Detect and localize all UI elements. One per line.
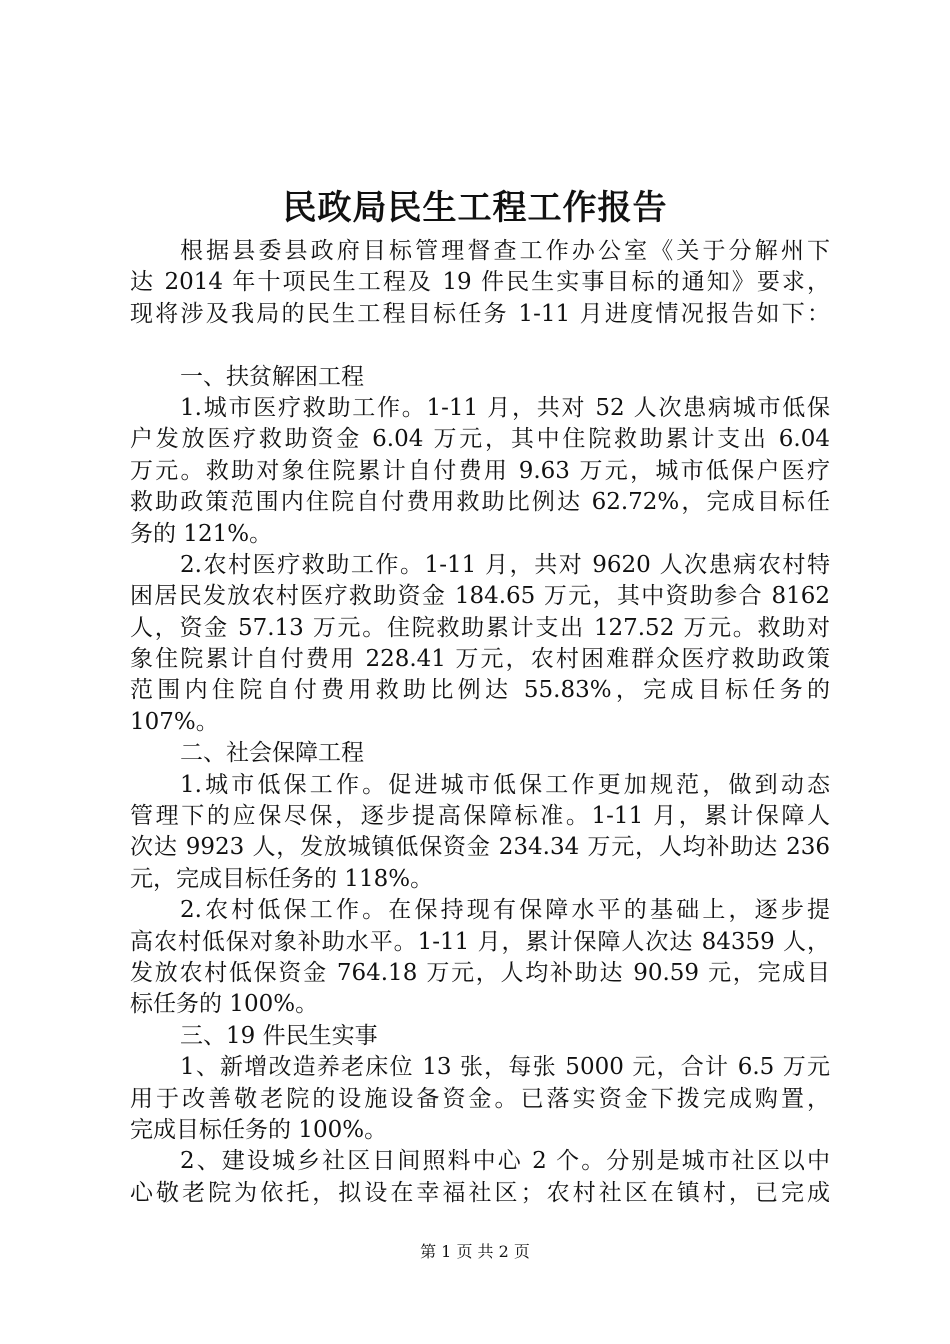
text-line: 2、建设城乡社区日间照料中心 2 个。分别是城市社区以中	[180, 1148, 830, 1175]
text-line: 管理下的应保尽保，逐步提高保障标准。1-11 月，累计保障人	[130, 803, 830, 830]
blank-line	[130, 330, 830, 361]
text-line: 1、新增改造养老床位 13 张，每张 5000 元，合计 6.5 万元	[180, 1054, 830, 1081]
text-line: 2.农村低保工作。在保持现有保障水平的基础上，逐步提	[180, 897, 830, 924]
text-line: 1.城市医疗救助工作。1-11 月，共对 52 人次患病城市低保	[180, 394, 830, 421]
text-line: 用于改善敬老院的设施设备资金。已落实资金下拨完成购置，	[130, 1085, 830, 1112]
document-body	[130, 236, 830, 1209]
text-line: 户发放医疗救助资金 6.04 万元，其中住院救助累计支出 6.04	[130, 426, 830, 453]
text-line: 高农村低保对象补助水平。1-11 月，累计保障人次达 84359 人，	[130, 928, 830, 955]
text-line: 2.农村医疗救助工作。1-11 月，共对 9620 人次患病农村特	[180, 551, 830, 578]
text-line: 次达 9923 人，发放城镇低保资金 234.34 万元，人均补助达 236	[130, 834, 830, 861]
document-title: 民政局民生工程工作报告	[282, 188, 668, 228]
text-line: 范围内住院自付费用救助比例达 55.83%，完成目标任务的	[130, 677, 830, 704]
text-line: 二、社会保障工程	[180, 740, 364, 767]
text-line: 根据县委县政府目标管理督查工作办公室《关于分解州下	[180, 238, 830, 264]
text-line: 达 2014 年十项民生工程及 19 件民生实事目标的通知》要求，	[130, 269, 830, 296]
text-line: 107%。	[130, 708, 219, 735]
text-line: 心敬老院为依托，拟设在幸福社区；农村社区在镇村，已完成	[130, 1179, 830, 1206]
text-line: 象住院累计自付费用 228.41 万元，农村困难群众医疗救助政策	[130, 646, 830, 673]
text-line: 发放农村低保资金 764.18 万元，人均补助达 90.59 元，完成目	[130, 959, 830, 986]
text-line: 元，完成目标任务的 118%。	[130, 865, 434, 892]
text-line: 1.城市低保工作。促进城市低保工作更加规范，做到动态	[180, 771, 830, 798]
text-line: 万元。救助对象住院累计自付费用 9.63 万元，城市低保户医疗	[130, 457, 830, 484]
text-line: 救助政策范围内住院自付费用救助比例达 62.72%，完成目标任	[130, 489, 830, 516]
text-line: 务的 121%。	[130, 520, 273, 547]
text-line: 三、19 件民生实事	[180, 1022, 378, 1049]
page-footer: 第 1 页 共 2 页	[420, 1242, 530, 1261]
text-line: 一、扶贫解困工程	[180, 363, 364, 390]
text-line: 人，资金 57.13 万元。住院救助累计支出 127.52 万元。救助对	[130, 614, 830, 641]
text-line: 困居民发放农村医疗救助资金 184.65 万元，其中资助参合 8162	[130, 583, 830, 610]
text-line: 完成目标任务的 100%。	[130, 1116, 388, 1143]
text-line: 标任务的 100%。	[130, 991, 319, 1018]
text-line: 现将涉及我局的民生工程目标任务 1-11 月进度情况报告如下：	[130, 300, 830, 327]
